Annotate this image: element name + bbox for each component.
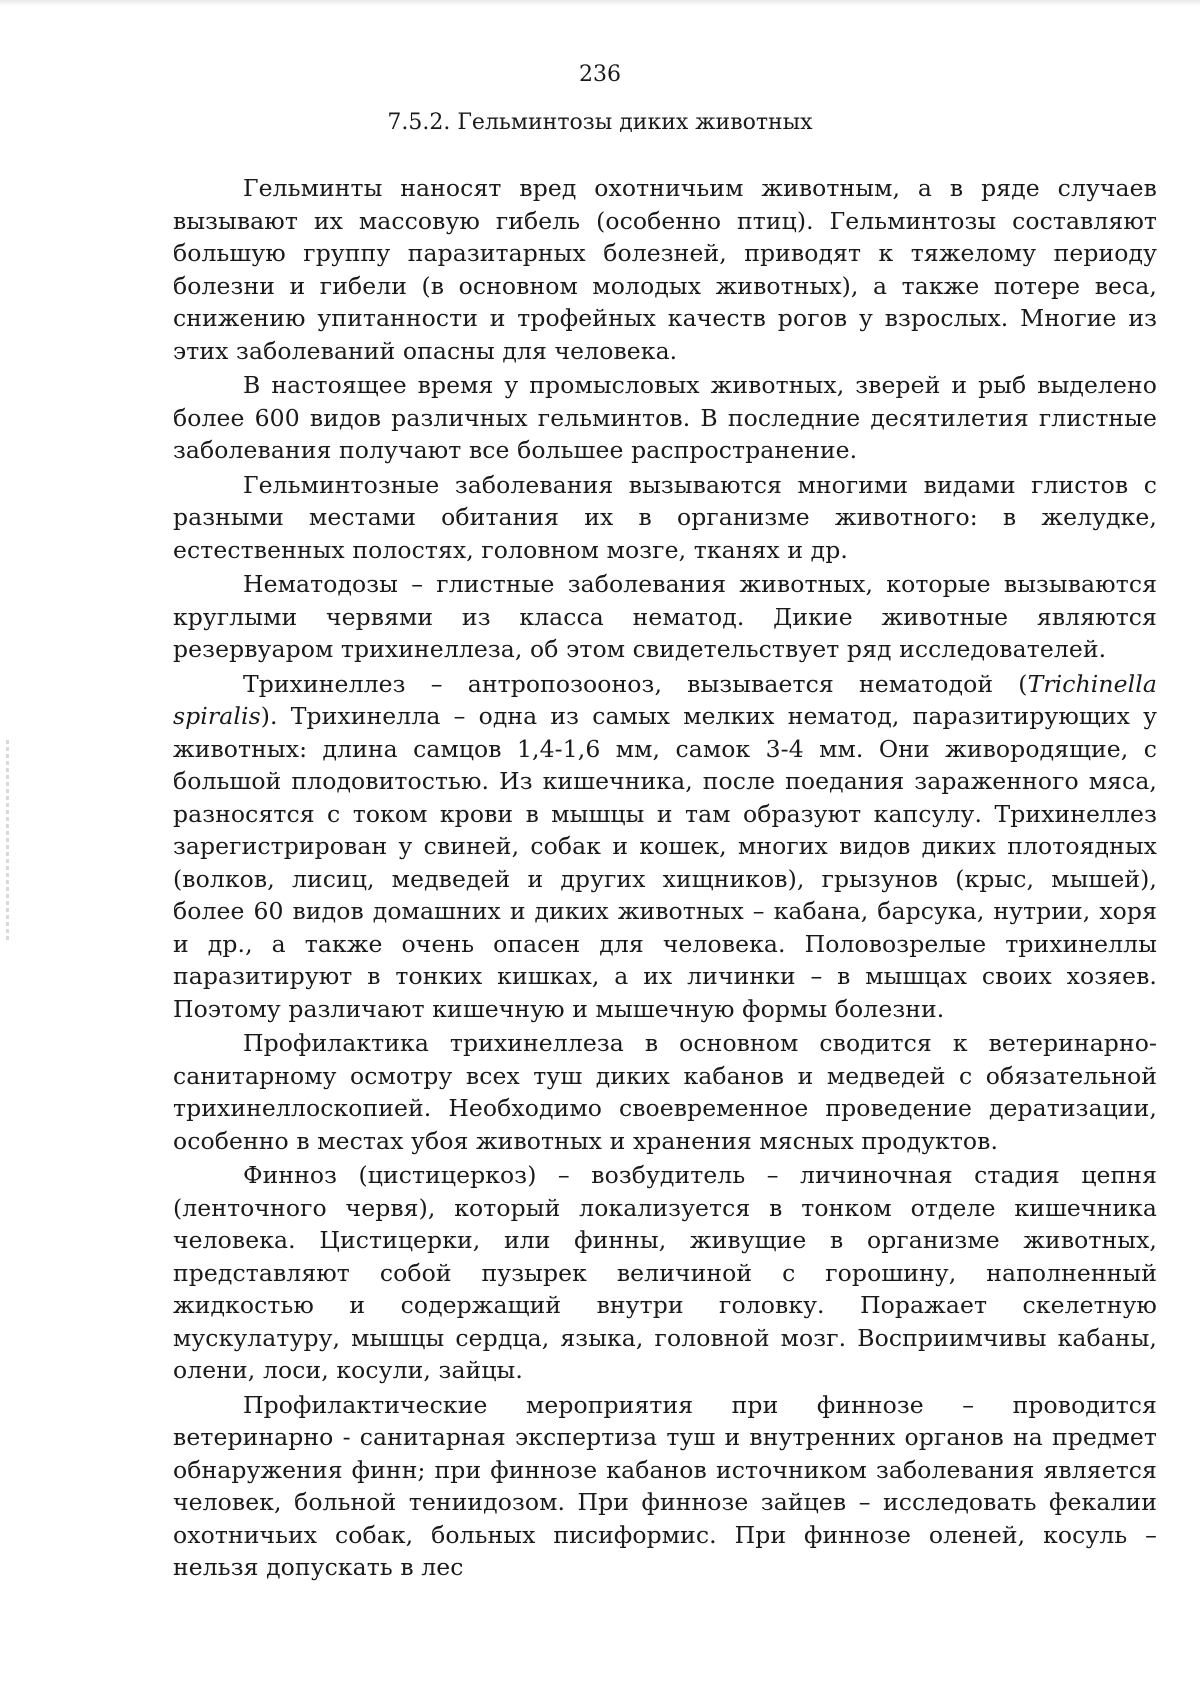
trichinellosis-text-before: Трихинеллез – антропозооноз, вызывается нематодой ( [243, 669, 1028, 698]
paragraph-helminths-intro: Гельминты наносят вред охотничьим животным, а в ряде случаев вызывают их массовую гибель (особенно птиц). Гельминтозы составляют большую группу паразитарных болезней, приводят к тяжелому периоду болезни и гибели (в основном молодых животных), а также потере веса, снижению упитанности и трофейных качеств рогов у взрослых. Многие из этих заболеваний опасны для человека. [173, 174, 1157, 365]
scan-left-mark [6, 740, 9, 940]
paragraph-helminth-species: В настоящее время у промысловых животных, зверей и рыб выделено более 600 видов различных гельминтов. В последние десятилетия глистные заболевания получают все большее распространение. [173, 371, 1157, 464]
page-number: 236 [579, 62, 621, 87]
paragraph-cysticercosis: Финноз (цистицеркоз) – возбудитель – личиночная стадия цепня (ленточного червя), который локализуется в тонком отделе кишечника человека. Цистицерки, или финны, живущие в организме животных, представляют собой пузырек величиной с горошину, наполненный жидкостью и содержащий внутри головку. Поражает скелетную мускулатуру, мышцы сердца, языка, головной мозг. Восприимчивы кабаны, олени, лоси, косули, зайцы. [173, 1161, 1157, 1384]
species-name-italic: Trichinella spiralis [173, 669, 1157, 730]
scan-top-edge [0, 0, 1200, 6]
trichinellosis-text-after: ). Трихинелла – одна из самых мелких нематод, паразитирующих у животных: длина самцов 1,4-1,6 мм, самок 3-4 мм. Они живородящие, с большой плодовитостью. Из кишечника, после поедания зараженного мяса, разносятся с током крови в мышцы и там образуют капсулу. Трихинеллез зарегистрирован у свиней, собак и кошек, многих видов диких плотоядных (волков, лисиц, медведей и других хищников), грызунов (крыс, мышей), более 60 видов домашних и диких животных – кабана, барсука, нутрии, хоря и др., а также очень опасен для человека. Половозрелые трихинеллы паразитируют в тонких кишках, а их личинки – в мышцах своих хозяев. Поэтому различают кишечную и мышечную формы болезни. [173, 702, 1157, 1023]
paragraph-nematodoses: Нематодозы – глистные заболевания животных, которые вызываются круглыми червями из класса нематод. Дикие животные являются резервуаром трихинеллеза, об этом свидетельствует ряд исследователей. [173, 570, 1157, 663]
paragraph-helminth-habitats: Гельминтозные заболевания вызываются многими видами глистов с разными местами обитания их в организме животного: в желудке, естественных полостях, головном мозге, тканях и др. [173, 470, 1157, 564]
body-text [173, 172, 1157, 1586]
paragraph-cysticercosis-prevention: Профилактические мероприятия при финнозе – проводится ветеринарно - санитарная экспертиза туш и внутренних органов на предмет обнаружения финн; при финнозе кабанов источником заболевания является человек, больной тениидозом. При финнозе зайцев – исследовать фекалии охотничьих собак, больных писиформис. При финнозе оленей, косуль – нельзя допускать в лес [173, 1390, 1157, 1581]
paragraph-trichinellosis-prevention: Профилактика трихинеллеза в основном сводится к ветеринарно-санитарному осмотру всех туш диких кабанов и медведей с обязательной трихинеллоскопией. Необходимо своевременное проведение дератизации, особенно в местах убоя животных и хранения мясных продуктов. [173, 1029, 1157, 1155]
section-heading: 7.5.2. Гельминтозы диких животных [387, 110, 813, 135]
paragraph-trichinellosis [173, 668, 1157, 1026]
